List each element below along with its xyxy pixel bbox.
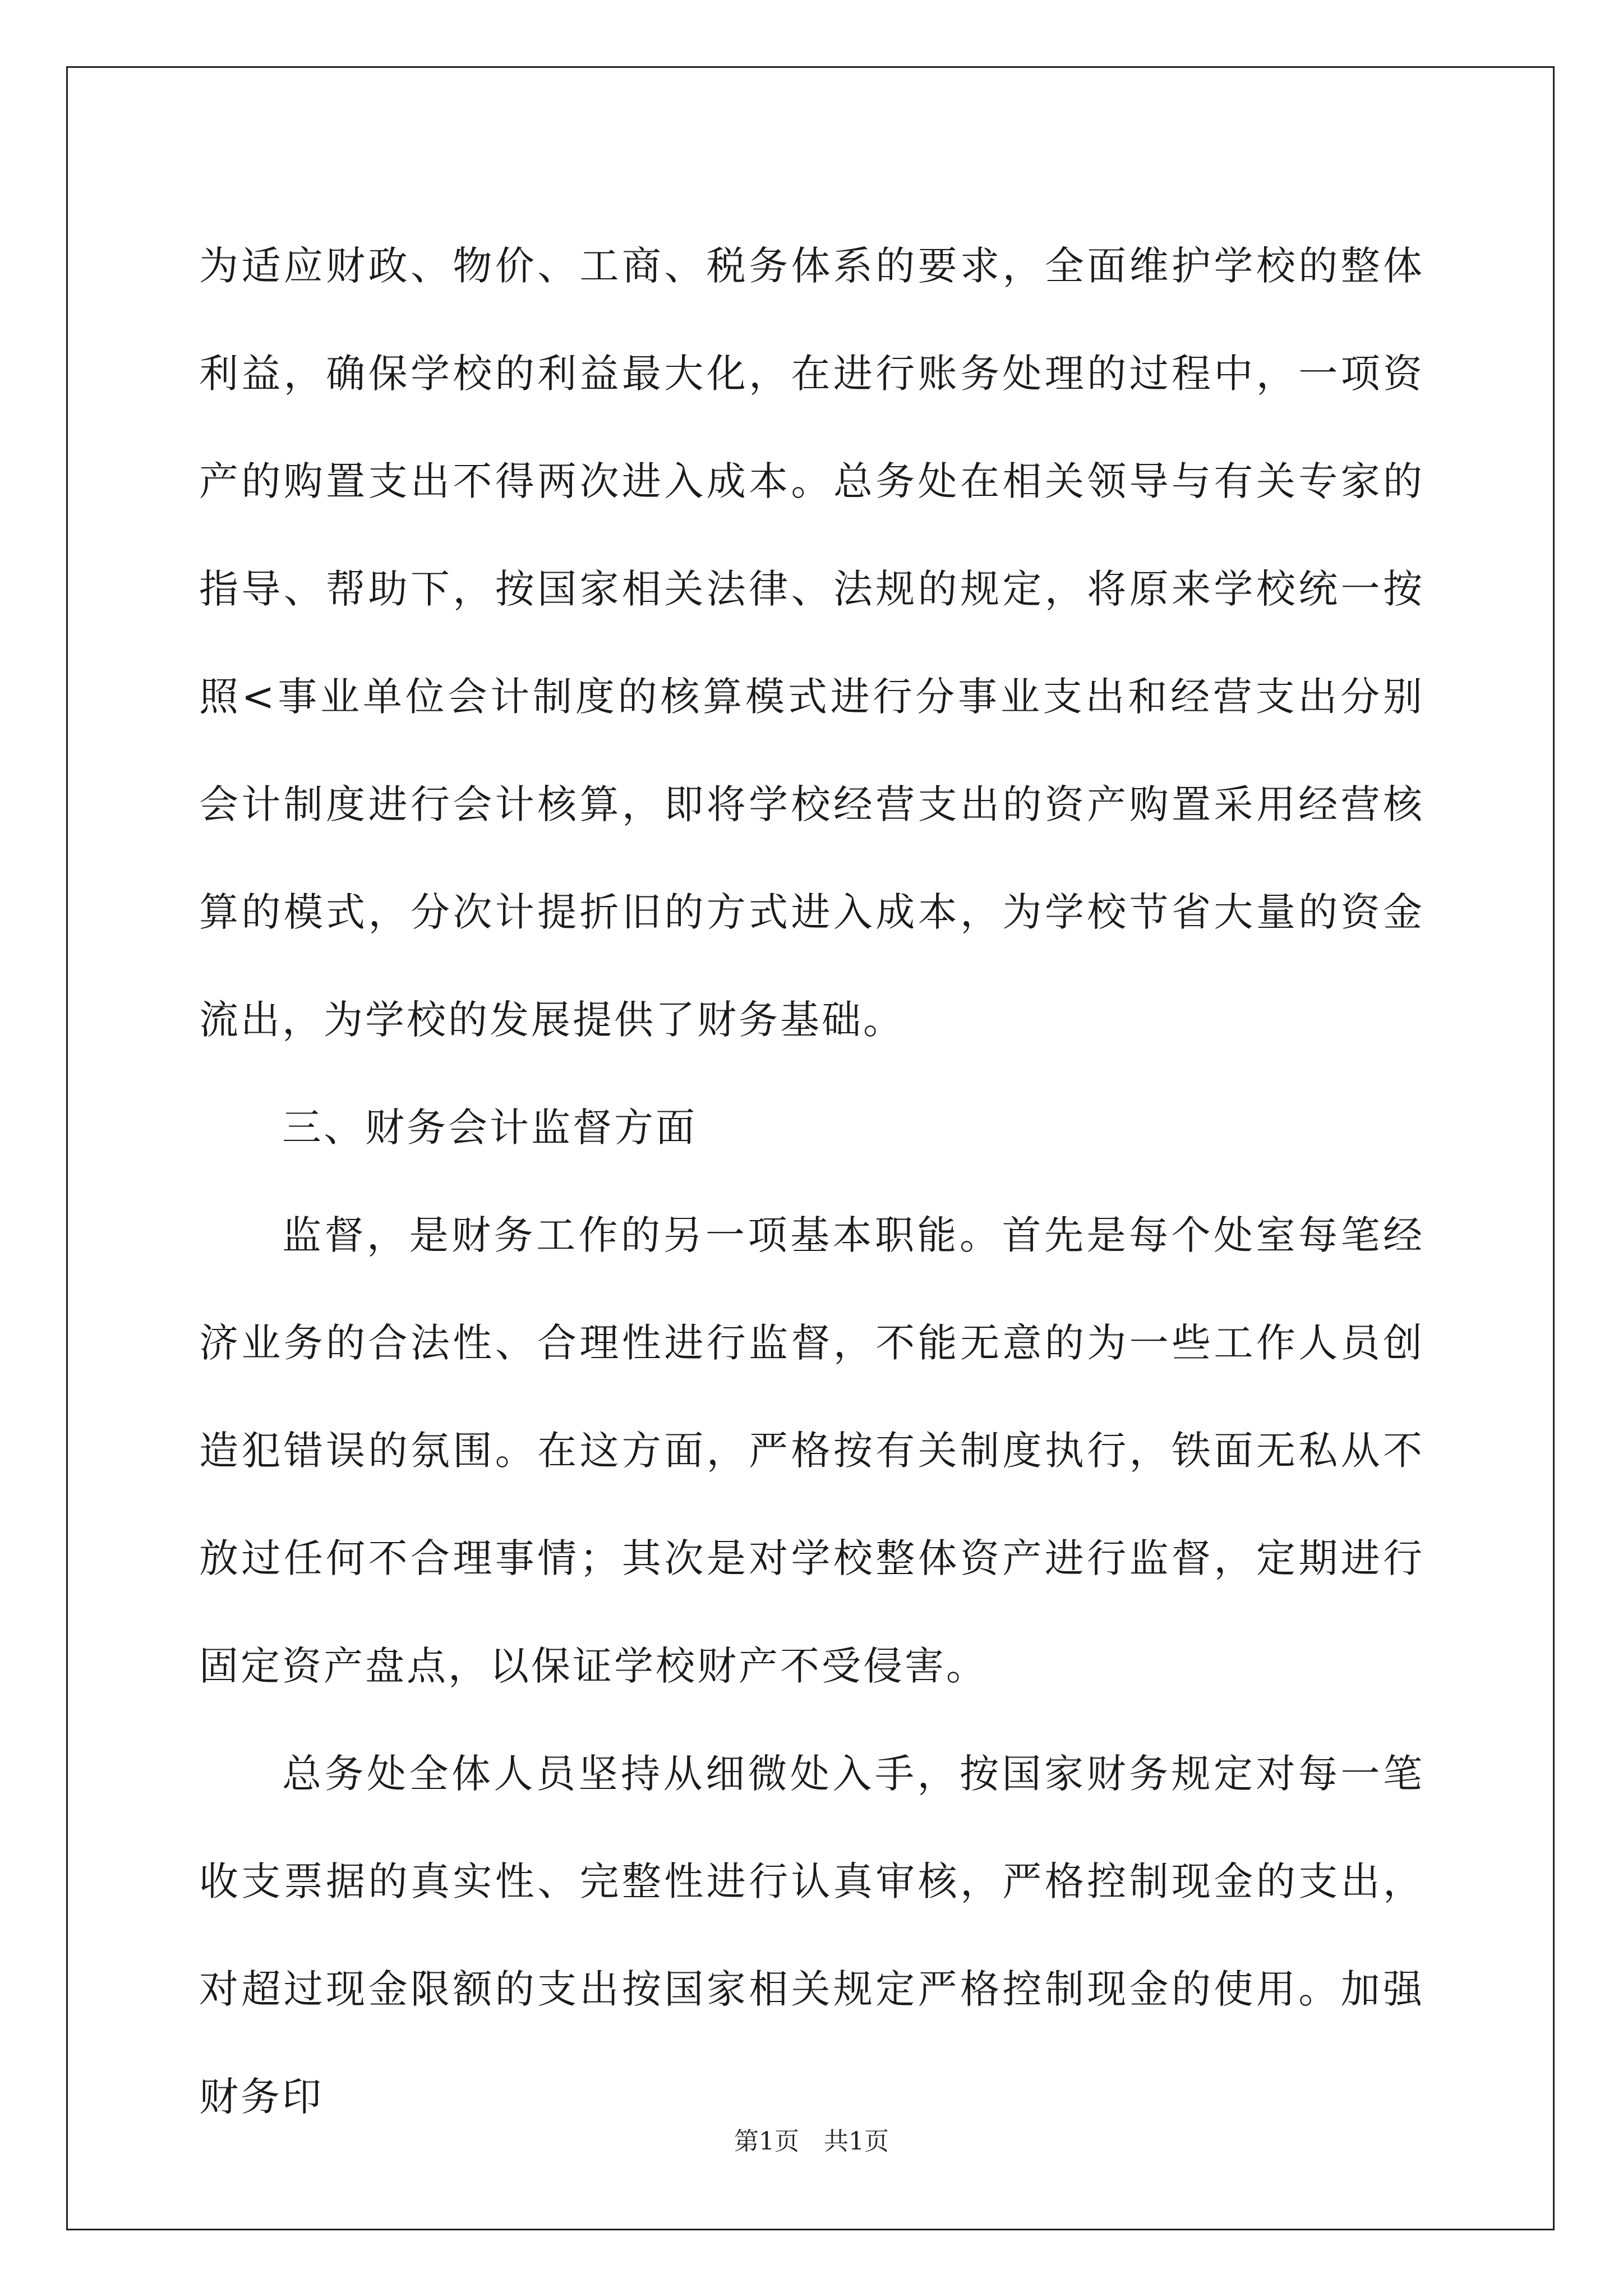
paragraph-1: 为适应财政、物价、工商、税务体系的要求，全面维护学校的整体利益，确保学校的利益最大化，在进行账务处理的过程中，一项资产的购置支出不得两次进入成本。总务处在相关领导与有关专家的指导、帮助下，按国家相关法律、法规的规定，将原来学校统一按照<事业单位会计制度的核算模式进行分事业支出和经营支出分别会计制度进行会计核算，即将学校经营支出的资产购置采用经营核算的模式，分次计提折旧的方式进入成本，为学校节省大量的资金流出，为学校的发展提供了财务基础。	[199, 243, 1424, 1043]
section-heading: 三、财务会计监督方面	[282, 1105, 697, 1151]
page-footer: 第1页 共1页	[734, 2127, 889, 2156]
paragraph-4: 总务处全体人员坚持从细微处入手，按国家财务规定对每一笔收支票据的真实性、完整性进行认真审核，严格控制现金的支出，对超过现金限额的支出按国家相关规定严格控制现金的使用。加强财务印	[199, 1751, 1424, 2120]
paragraph-3: 监督，是财务工作的另一项基本职能。首先是每个处室每笔经济业务的合法性、合理性进行监督，不能无意的为一些工作人员创造犯错误的氛围。在这方面，严格按有关制度执行，铁面无私从不放过任何不合理事情；其次是对学校整体资产进行监督，定期进行固定资产盘点，以保证学校财产不受侵害。	[199, 1212, 1424, 1689]
document-body	[199, 212, 1424, 2151]
